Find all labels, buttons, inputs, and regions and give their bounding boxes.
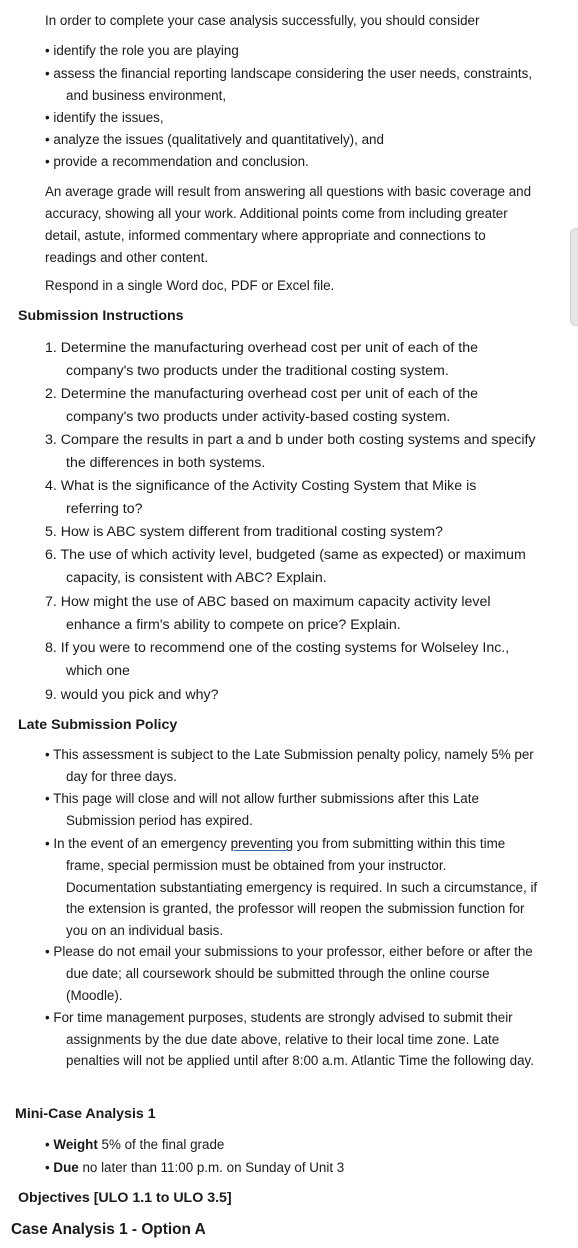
question-item: 3. Compare the results in part a and b under both costing systems and specify: [45, 432, 536, 448]
grade-paragraph-line: detail, astute, informed commentary where appropriate and connections to: [45, 228, 486, 243]
list-item-continuation: due date; all coursework should be submitted through the online course: [66, 966, 490, 981]
question-item: 5. How is ABC system different from traditional costing system?: [45, 524, 443, 540]
grade-paragraph-line: accuracy, showing all your work. Additional points come from including greater: [45, 206, 508, 221]
question-item: 9. would you pick and why?: [45, 687, 219, 703]
list-item-continuation: frame, special permission must be obtained from your instructor.: [66, 858, 447, 873]
list-item-continuation: Documentation substantiating emergency is required. In such a circumstance, if: [66, 880, 538, 895]
spellcheck-underlined-word: preventing: [230, 836, 294, 851]
list-item-continuation: you on an individual basis.: [66, 923, 224, 938]
list-item-continuation: assignments by the due date above, relative to their local time zone. Late: [66, 1032, 500, 1047]
question-item-continuation: the differences in both systems.: [66, 455, 266, 471]
objectives-heading: Objectives [ULO 1.1 to ULO 3.5]: [18, 1190, 232, 1206]
grade-paragraph-line: An average grade will result from answering all questions with basic coverage and: [45, 184, 532, 199]
question-item: 7. How might the use of ABC based on maximum capacity activity level: [45, 594, 491, 610]
list-item: • identify the role you are playing: [45, 43, 239, 58]
due-item: • Due no later than 11:00 p.m. on Sunday of Unit 3: [45, 1160, 345, 1175]
case-option-heading: Case Analysis 1 - Option A: [11, 1221, 206, 1238]
respond-note: Respond in a single Word doc, PDF or Excel file.: [45, 278, 335, 293]
intro-lead: In order to complete your case analysis successfully, you should consider: [45, 13, 480, 28]
question-item-continuation: referring to?: [66, 501, 143, 517]
question-item: 1. Determine the manufacturing overhead cost per unit of each of the: [45, 340, 478, 356]
question-item: 2. Determine the manufacturing overhead cost per unit of each of the: [45, 386, 478, 402]
list-item: • Please do not email your submissions to your professor, either before or after the: [45, 944, 533, 959]
question-item-continuation: company's two products under the traditional costing system.: [66, 363, 449, 379]
list-item-continuation: penalties will not be applied until after 8:00 a.m. Atlantic Time the following day.: [66, 1053, 534, 1068]
question-item-continuation: which one: [66, 663, 130, 679]
list-item: • analyze the issues (qualitatively and quantitatively), and: [45, 132, 384, 147]
list-item-continuation: and business environment,: [66, 88, 227, 103]
list-item-continuation: (Moodle).: [66, 988, 123, 1003]
scrollbar-thumb[interactable]: [570, 228, 578, 326]
question-item-continuation: company's two products under activity-based costing system.: [66, 409, 451, 425]
list-item: • identify the issues,: [45, 110, 164, 125]
list-item: • This assessment is subject to the Late Submission penalty policy, namely 5% per: [45, 747, 534, 762]
submission-heading: Submission Instructions: [18, 308, 184, 324]
list-item: • For time management purposes, students are strongly advised to submit their: [45, 1010, 513, 1025]
list-item-continuation: the extension is granted, the professor will reopen the submission function for: [66, 901, 525, 916]
list-item-continuation: day for three days.: [66, 769, 177, 784]
question-item: 8. If you were to recommend one of the costing systems for Wolseley Inc.,: [45, 640, 510, 656]
list-item: • provide a recommendation and conclusion.: [45, 154, 309, 169]
list-item: • assess the financial reporting landscape considering the user needs, constraints,: [45, 66, 533, 81]
list-item-continuation: Submission period has expired.: [66, 813, 253, 828]
question-item-continuation: enhance a firm's ability to compete on price? Explain.: [66, 617, 401, 633]
grade-paragraph-line: readings and other content.: [45, 250, 209, 265]
list-item: • In the event of an emergency preventing you from submitting within this time: [45, 836, 506, 851]
question-item-continuation: capacity, is consistent with ABC? Explain.: [66, 570, 327, 586]
question-item: 4. What is the significance of the Activity Costing System that Mike is: [45, 478, 477, 494]
mini-case-heading: Mini-Case Analysis 1: [15, 1106, 156, 1122]
question-item: 6. The use of which activity level, budgeted (same as expected) or maximum: [45, 547, 526, 563]
weight-item: • Weight 5% of the final grade: [45, 1137, 225, 1152]
list-item: • This page will close and will not allow further submissions after this Late: [45, 791, 479, 806]
late-policy-heading: Late Submission Policy: [18, 717, 178, 733]
